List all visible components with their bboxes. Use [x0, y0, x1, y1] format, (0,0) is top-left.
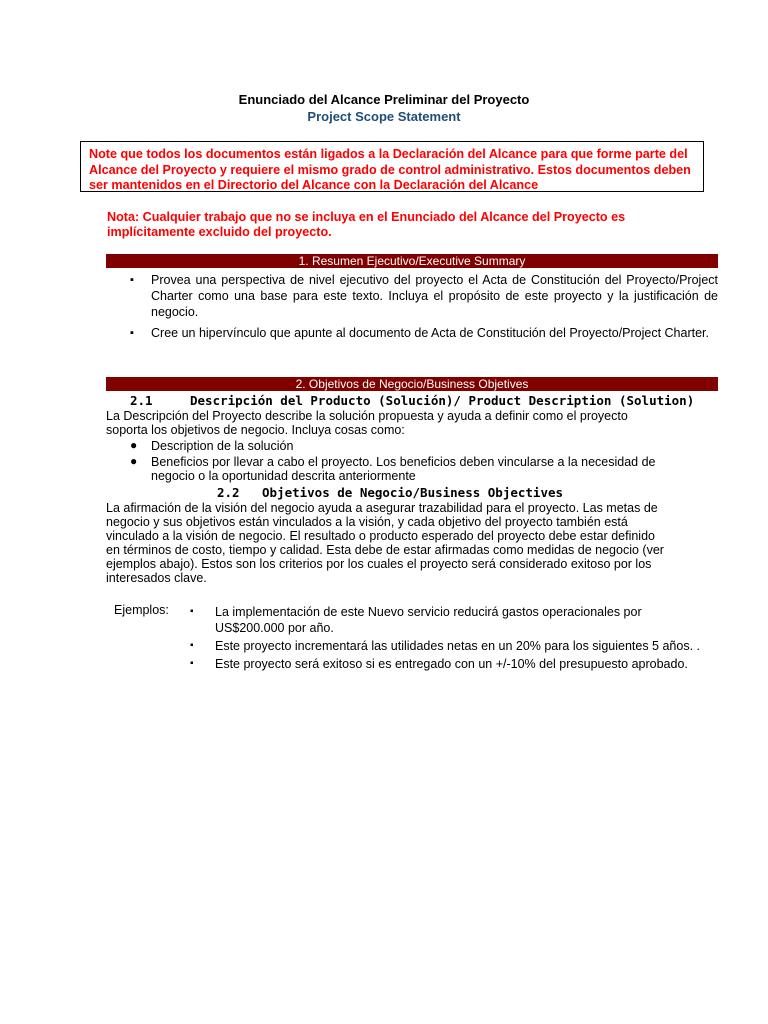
subsection-2-1-text: La Descripción del Proyecto describe la solución propuesta y ayuda a definir como el proyecto soporta los objetivos de negocio. Incluya cosas como: [106, 409, 628, 437]
list-item [190, 656, 710, 672]
exclusion-note: Nota: Cualquier trabajo que no se incluya en el Enunciado del Alcance del Proyecto es implícitamente excluido del proyecto. [107, 210, 626, 239]
square-bullet-icon: ▪ [130, 274, 134, 286]
subsection-2-1-number: 2.1 [130, 393, 153, 408]
square-bullet-icon: ▪ [190, 606, 194, 617]
list-item [190, 604, 710, 636]
document-subtitle: Project Scope Statement [307, 109, 461, 124]
round-bullet-icon: ● [130, 438, 138, 452]
examples-label: Ejemplos: [114, 603, 169, 617]
list-item [190, 638, 710, 654]
subsection-2-2-number: 2.2 [217, 485, 240, 500]
round-bullet-icon: ● [130, 454, 138, 468]
square-bullet-icon: ▪ [190, 658, 194, 669]
list-item-text: Beneficios por llevar a cabo el proyecto. Los beneficios deben vincularse a la necesidad de negocio o la oportunidad descrita anteriormente [151, 455, 656, 483]
note-box [80, 141, 704, 192]
list-item-text: Este proyecto incrementará las utilidades netas en un 20% para los siguientes 5 años. . [215, 639, 701, 653]
section-1-heading: 1. Resumen Ejecutivo/Executive Summary [106, 254, 718, 268]
list-item-text: Provea una perspectiva de nivel ejecutivo del proyecto el Acta de Constitución del Proyecto/Project Charter como una base para este texto. Incluya el propósito de este proyecto y la justificación de negocio. [151, 273, 718, 319]
list-item-text: Description de la solución [151, 439, 294, 453]
list-item [106, 325, 718, 341]
square-bullet-icon: ▪ [190, 640, 194, 651]
square-bullet-icon: ▪ [130, 327, 134, 339]
document-title: Enunciado del Alcance Preliminar del Proyecto [238, 92, 530, 107]
list-item [106, 439, 666, 453]
list-item [106, 455, 666, 483]
section-1-bullets [106, 272, 718, 341]
list-item [106, 272, 718, 320]
note-box-text: Note que todos los documentos están ligados a la Declaración del Alcance para que forme parte del Alcance del Proyecto y requiere el mismo grado de control administrativo. Estos documentos deben ser mantenidos en el Directorio del Alcance con la Declaración del Alcance [89, 147, 691, 192]
subsection-2-2-text: La afirmación de la visión del negocio ayuda a asegurar trazabilidad para el proyecto. Las metas de negocio y sus objetivos están vinculados a la visión, y cada objetivo del proyecto también está vinculado a la visión de negocio. El resultado o producto esperado del proyecto debe estar definido en términos de costo, tiempo y calidad. Esta debe de estar afirmadas como medidas de negocio (ver ejemplos abajo). Estos son los criterios por los cuales el proyecto será considerado exitoso por los interesados clave. [106, 501, 664, 585]
subsection-2-1-items [106, 439, 666, 483]
examples-list [190, 604, 710, 674]
subsection-2-1-title: Descripción del Producto (Solución)/ Product Description (Solution) [190, 393, 695, 408]
list-item-text: Este proyecto será exitoso si es entregado con un +/-10% del presupuesto aprobado. [215, 657, 688, 671]
list-item-text: La implementación de este Nuevo servicio reducirá gastos operacionales por US$200.000 por año. [215, 605, 642, 635]
subsection-2-2-title: Objetivos de Negocio/Business Objectives [262, 485, 564, 500]
list-item-text: Cree un hipervínculo que apunte al documento de Acta de Constitución del Proyecto/Project Charter. [151, 326, 709, 340]
section-2-heading: 2. Objetivos de Negocio/Business Objetives [106, 377, 718, 391]
